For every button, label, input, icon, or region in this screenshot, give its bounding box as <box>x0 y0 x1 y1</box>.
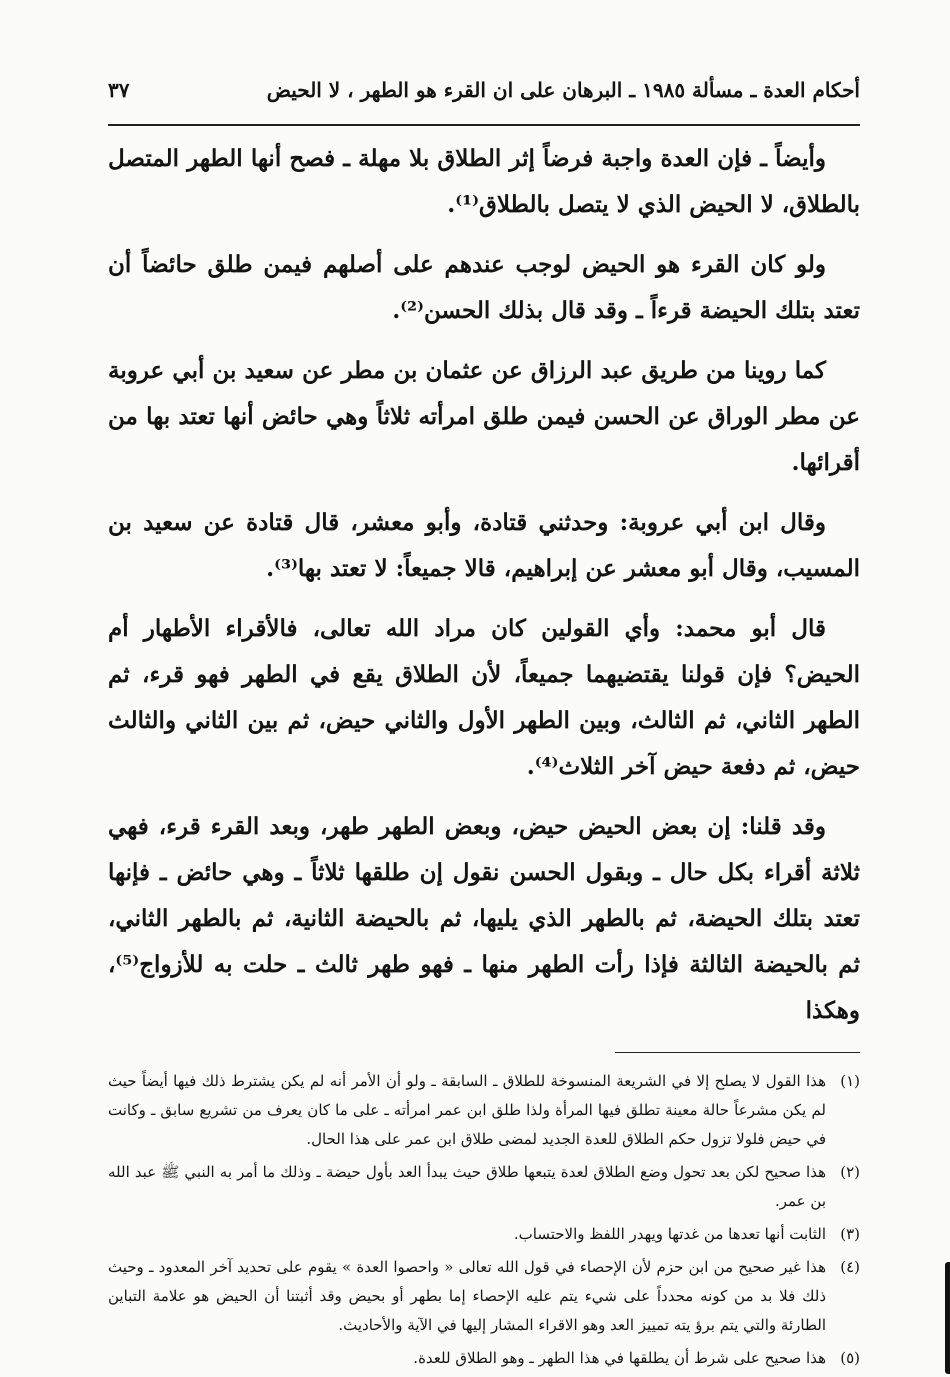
paragraph: قال أبو محمد: وأي القولين كان مراد الله تعالى، فالأقراء الأطهار أم الحيض؟ فإن قولنا يقتضيهما جميعاً، لأن الطلاق يقع في الطهر فهو قرء، ثم الطهر الثاني، ثم الثالث، وبين الطهر الأول والثاني حيض، ثم بين الثاني والثالث حيض، ثم دفعة حيض آخر الثلاث⁽⁴⁾. <box>108 615 860 780</box>
footnote-number: (١) <box>840 1072 860 1090</box>
footnote <box>108 1158 860 1216</box>
footnotes <box>108 1067 860 1373</box>
page-edge-shadow <box>945 1262 950 1374</box>
paragraph: وقال ابن أبي عروبة: وحدثني قتادة، وأبو معشر، قال قتادة عن سعيد بن المسيب، وقال أبو معشر عن إبراهيم، قالا جميعاً: لا تعتد بها⁽³⁾. <box>108 509 860 582</box>
paragraph: ولو كان القرء هو الحيض لوجب عندهم على أصلهم فيمن طلق حائضاً أن تعتد بتلك الحيضة قرءاً ـ وقد قال بذلك الحسن⁽²⁾. <box>108 251 860 324</box>
paragraph: كما روينا من طريق عبد الرزاق عن عثمان بن مطر عن سعيد بن أبي عروبة عن مطر الوراق عن الحسن فيمن طلق امرأته ثلاثاً وهي حائض أنها تعتد بها من أقرائها. <box>108 357 860 476</box>
footnote-text: هذا القول لا يصلح إلا في الشريعة المنسوخة للطلاق ـ السابقة ـ ولو أن الأمر أنه لم يكن يشترط ذلك فيها أيضاً حيث لم يكن مشرعاً حالة معينة تطلق فيها المرأة ولذا طلق ابن عمر امرأته ـ على ما كان يعرف من تشريع سابق ـ وكانت في حيض فلولا تزول حكم الطلاق للعدة الجديد لمضى طلاق ابن عمر على هذا الحال. <box>108 1072 826 1148</box>
footnote <box>108 1253 860 1340</box>
footnote-number: (٢) <box>840 1163 860 1181</box>
footnote-number: (٥) <box>840 1349 860 1367</box>
header-title: أحكام العدة ـ مسألة ١٩٨٥ ـ البرهان على ان القرء هو الطهر ، لا الحيض <box>266 78 860 102</box>
footnote-number: (٤) <box>840 1258 860 1276</box>
footnote <box>108 1220 860 1249</box>
footnote-text: هذا صحيح على شرط أن يطلقها في هذا الطهر ـ وهو الطلاق للعدة. <box>413 1349 826 1367</box>
running-header <box>108 70 860 110</box>
footnote <box>108 1344 860 1373</box>
main-text <box>108 136 860 1034</box>
footnote <box>108 1067 860 1154</box>
footnote-text: الثابت أنها تعدها من غدتها ويهدر اللفظ والاحتساب. <box>513 1225 826 1243</box>
footnote-separator <box>615 1052 860 1053</box>
footnote-number: (٣) <box>840 1225 860 1243</box>
header-rule <box>108 124 860 126</box>
paragraph: وقد قلنا: إن بعض الحيض حيض، وبعض الطهر طهر، وبعد القرء قرء، فهي ثلاثة أقراء بكل حال ـ وبقول الحسن نقول إن طلقها ثلاثاً ـ وهي حائض ـ فإنها تعتد بتلك الحيضة، ثم بالطهر الذي يليها، ثم بالحيضة الثانية، ثم بالطهر الثاني، ثم بالحيضة الثالثة فإذا رأت الطهر منها ـ فهو طهر ثالث ـ حلت به للأزواج⁽⁵⁾، وهكذا <box>108 813 860 1024</box>
footnote-text: هذا صحيح لكن بعد تحول وضع الطلاق لعدة يتبعها طلاق حيث يبدأ العد بأول حيضة ـ وذلك ما أمر به النبي ﷺ عبد الله بن عمر. <box>108 1163 826 1210</box>
book-page <box>108 70 860 1377</box>
paragraph: وأيضاً ـ فإن العدة واجبة فرضاً إثر الطلاق بلا مهلة ـ فصح أنها الطهر المتصل بالطلاق، لا الحيض الذي لا يتصل بالطلاق⁽¹⁾. <box>108 145 860 218</box>
page-number: ٣٧ <box>108 78 130 102</box>
footnote-text: هذا غير صحيح من ابن حزم لأن الإحصاء في قول الله تعالى « واحصوا العدة » يقوم على تحديد آخر المعدود ـ وحيث ذلك فلا بد من كونه محدداً على شيء يتم عليه الإحصاء إما بطهر أو بحيض وقد أثبتنا أن الحيض هو علامة التباين الطارئة والتي يتم برؤ يته تمييز العد وهو الاقراء المشار إليها في الآية والأحاديث. <box>108 1258 826 1334</box>
